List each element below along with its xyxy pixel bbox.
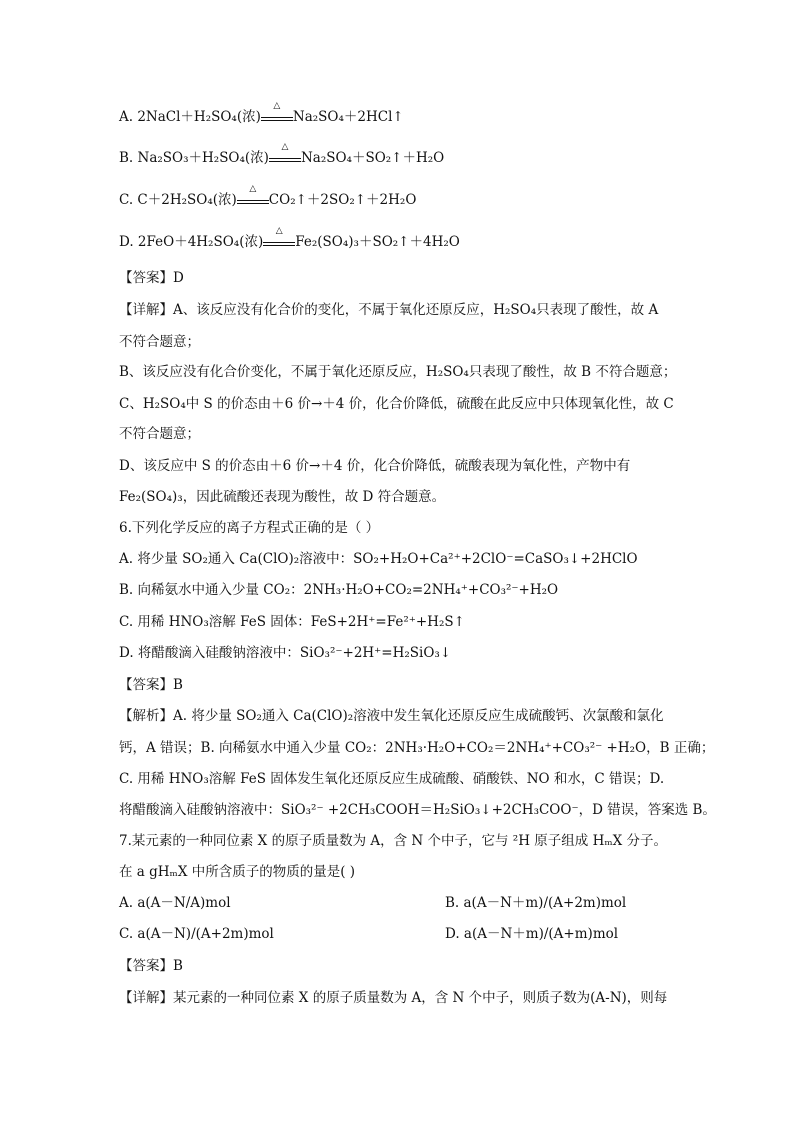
q6-option-c: C. 用稀 HNO₃溶解 FeS 固体：FeS+2H⁺=Fe²⁺+H₂S↑ [119, 614, 465, 630]
q7-answer: 【答案】B [119, 958, 183, 974]
q5-answer: 【答案】D [119, 270, 184, 286]
q7-stem-line: 在 a gHₘX 中所含质子的物质的量是( ) [119, 864, 356, 880]
q5-option-a: A. 2NaCl＋H₂SO₄(浓) △ Na₂SO₄＋2HCl↑ [119, 101, 404, 125]
q7-detail-line: 【详解】某元素的一种同位素 X 的原子质量数为 A，含 N 个中子，则质子数为(A-N)，则每 [119, 990, 668, 1006]
q6-analysis-line: C. 用稀 HNO₃溶解 FeS 固体发生氧化还原反应生成硫酸、硝酸铁、NO 和水，C 错误；D. [119, 771, 665, 787]
q6-option-b: B. 向稀氨水中通入少量 CO₂：2NH₃·H₂O+CO₂=2NH₄⁺+CO₃²⁻+H₂O [119, 582, 559, 598]
q5-option-d: D. 2FeO＋4H₂SO₄(浓) △ Fe₂(SO₄)₃＋SO₂↑＋4H₂O [119, 226, 460, 250]
q5-option-b: B. Na₂SO₃＋H₂SO₄(浓) △ Na₂SO₄＋SO₂↑＋H₂O [119, 142, 445, 166]
heating-condition: △ [261, 111, 293, 121]
q7-option-b: B. a(A－N＋m)/(A+2m)mol [445, 895, 627, 911]
q6-analysis-line: 将醋酸滴入硅酸钠溶液中：SiO₃²⁻ +2CH₃COOH＝H₂SiO₃↓+2CH₃COO⁻，D 错误，答案选 B。 [119, 802, 716, 818]
q5-detail-line: 【详解】A、该反应没有化合价的变化，不属于氧化还原反应，H₂SO₄只表现了酸性，故 A [119, 302, 659, 318]
q6-analysis-line: 钙，A 错误；B. 向稀氨水中通入少量 CO₂：2NH₃·H₂O+CO₂＝2NH₄⁺+CO₃²⁻ +H₂O，B 正确； [119, 740, 715, 756]
q7-option-d: D. a(A－N＋m)/(A+m)mol [445, 926, 619, 942]
q7-option-a: A. a(A－N/A)mol [119, 895, 231, 911]
q6-analysis-line: 【解析】A. 将少量 SO₂通入 Ca(ClO)₂溶液中发生氧化还原反应生成硫酸钙、次氯酸和氯化 [119, 708, 664, 724]
q7-option-c: C. a(A－N)/(A+2m)mol [119, 926, 274, 942]
q6-answer: 【答案】B [119, 677, 183, 693]
q7-stem-line: 7.某元素的一种同位素 X 的原子质量数为 A，含 N 个中子，它与 ²H 原子组成 HₘX 分子。 [119, 833, 668, 849]
q5-detail-line: Fe₂(SO₄)₃，因此硫酸还表现为酸性，故 D 符合题意。 [119, 489, 446, 505]
q5-detail-line: B、该反应没有化合价变化，不属于氧化还原反应，H₂SO₄只表现了酸性，故 B 不符合题意； [119, 364, 677, 380]
heating-condition: △ [269, 152, 301, 162]
q5-option-c: C. C＋2H₂SO₄(浓) △ CO₂↑＋2SO₂↑＋2H₂O [119, 184, 417, 208]
q6-option-d: D. 将醋酸滴入硅酸钠溶液中：SiO₃²⁻+2H⁺=H₂SiO₃↓ [119, 645, 452, 661]
heating-condition: △ [263, 236, 295, 246]
q5-detail-line: C、H₂SO₄中 S 的价态由＋6 价→＋4 价，化合价降低，硫酸在此反应中只体现氧化性，故 C [119, 396, 674, 412]
q5-detail-line: 不符合题意； [119, 426, 200, 442]
heating-condition: △ [237, 194, 269, 204]
q5-detail-line: 不符合题意； [119, 334, 200, 350]
q6-option-a: A. 将少量 SO₂通入 Ca(ClO)₂溶液中：SO₂+H₂O+Ca²⁺+2ClO⁻=CaSO₃↓+2HClO [119, 551, 638, 567]
q5-detail-line: D、该反应中 S 的价态由＋6 价→＋4 价，化合价降低，硫酸表现为氧化性，产物中有 [119, 458, 631, 474]
q6-stem: 6.下列化学反应的离子方程式正确的是（ ） [119, 520, 380, 536]
